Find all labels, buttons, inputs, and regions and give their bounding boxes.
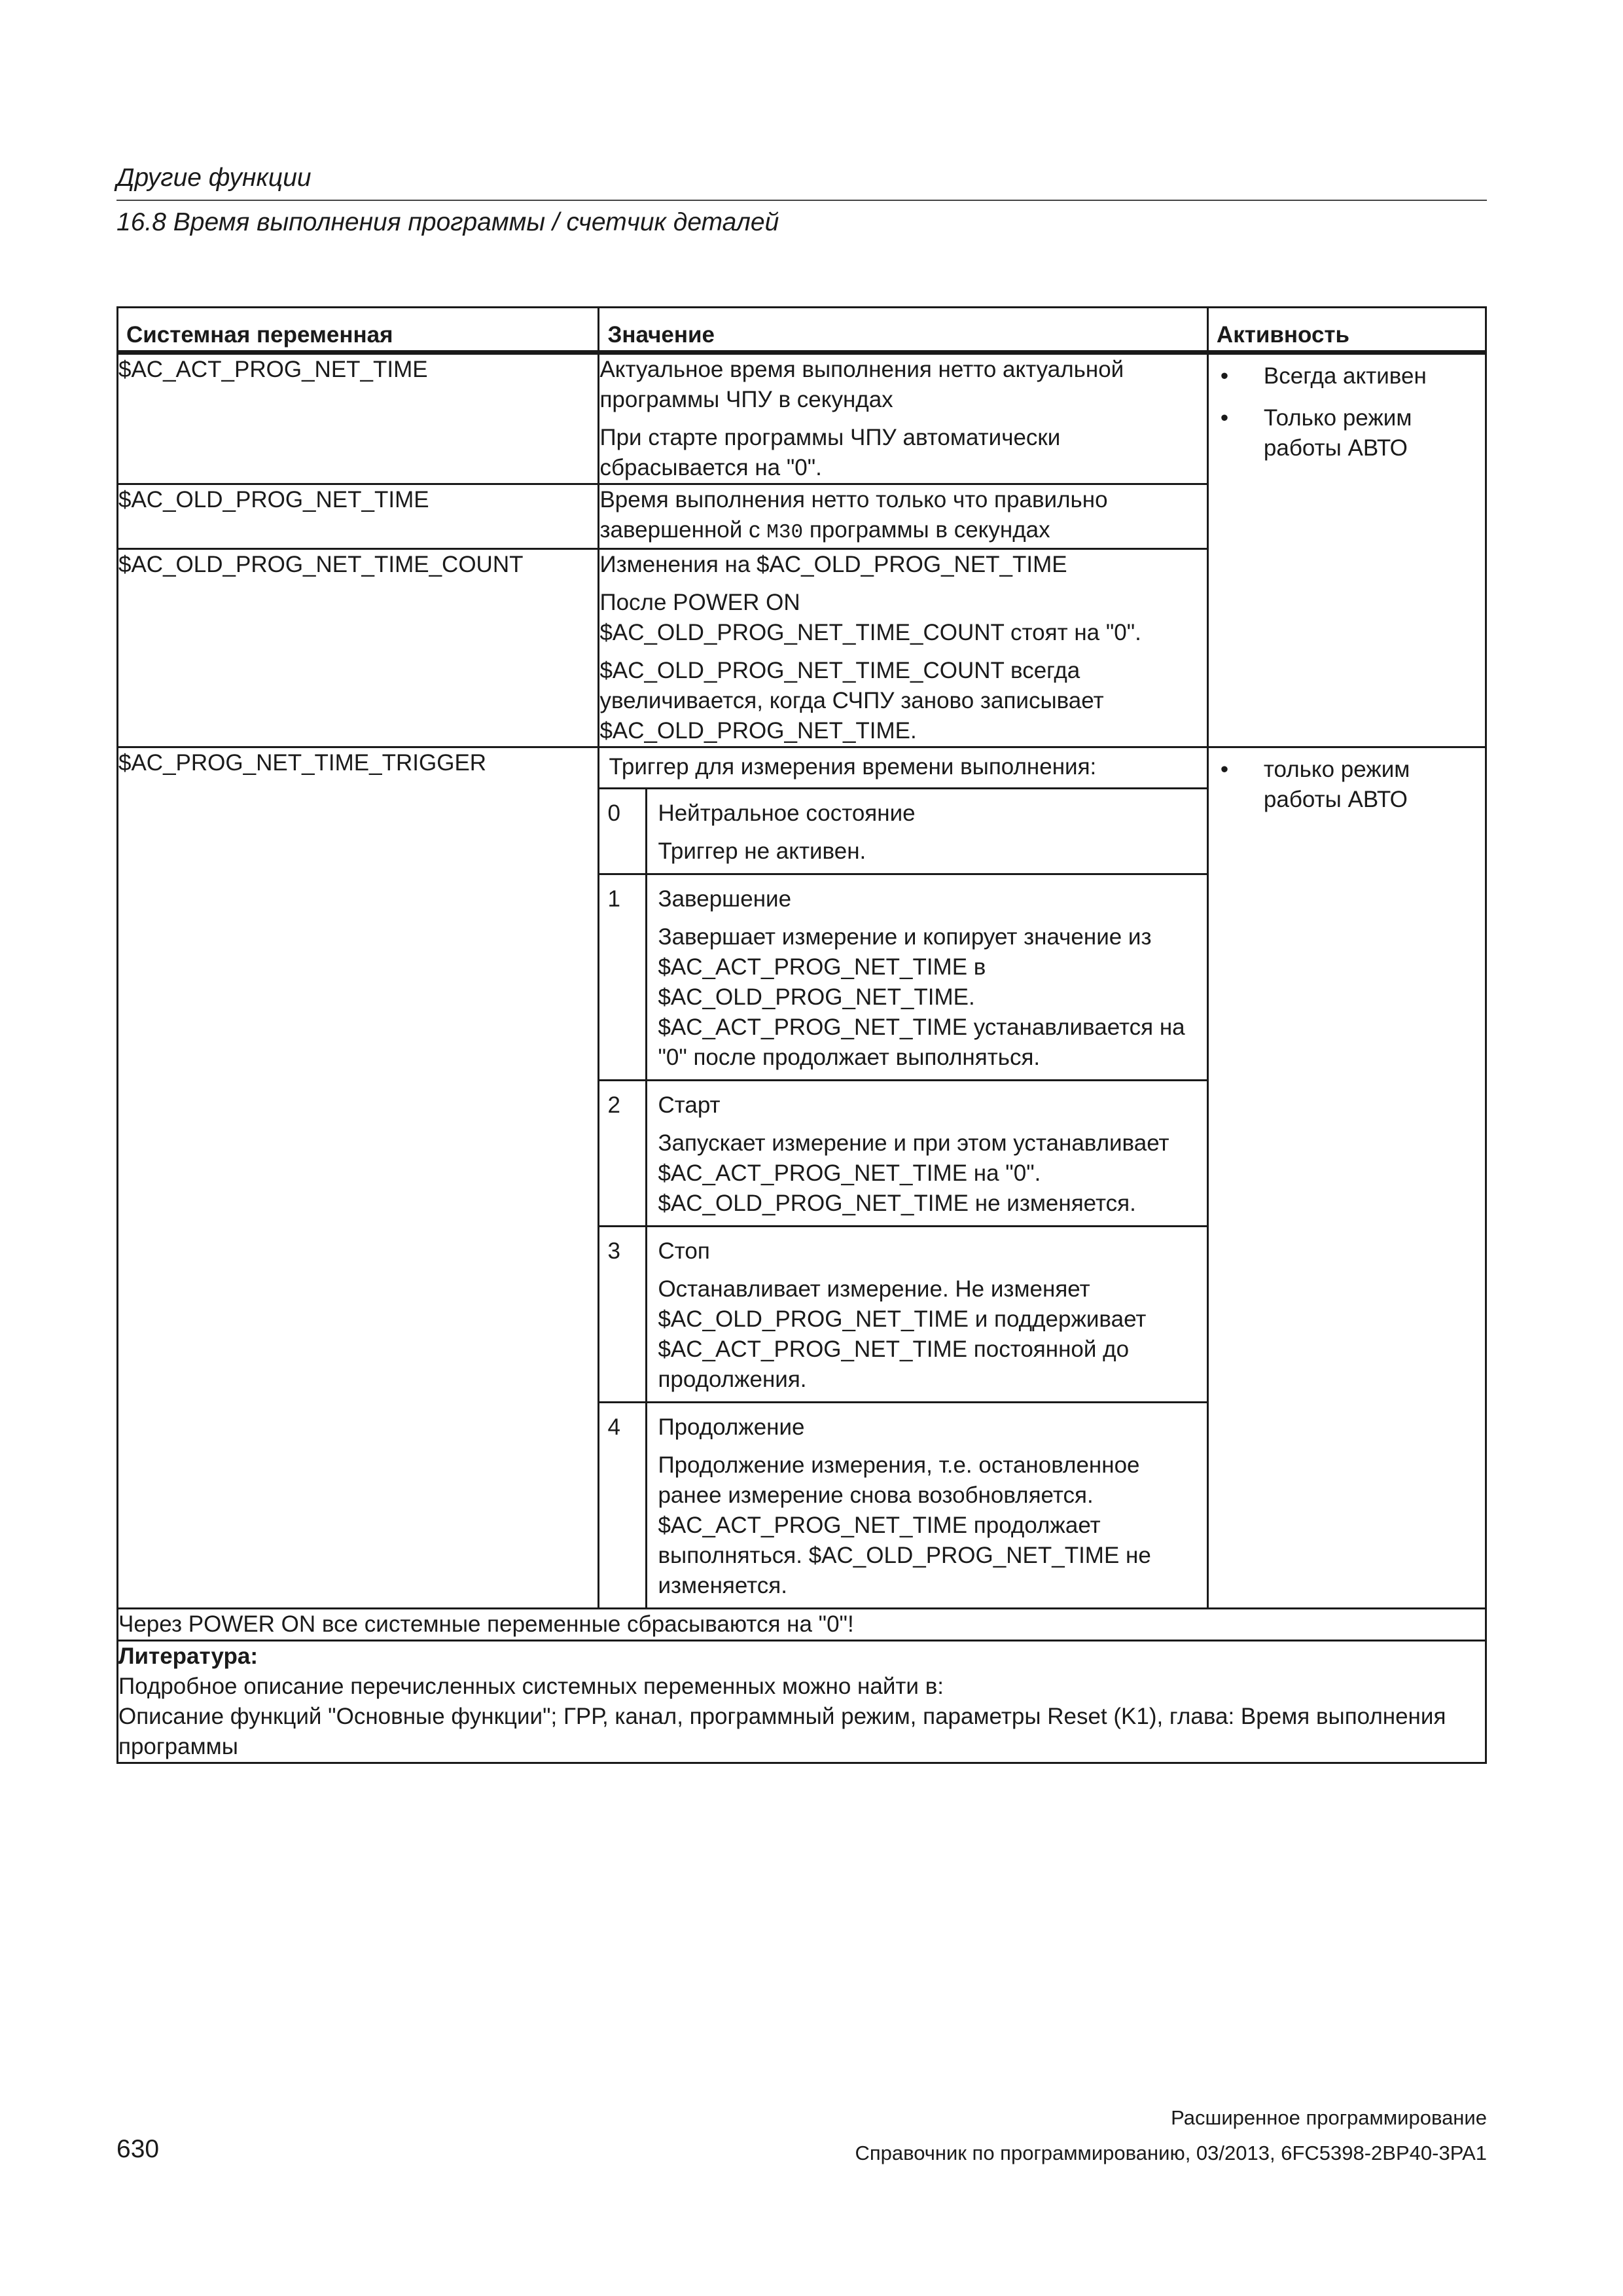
state-title: Продолжение — [658, 1414, 805, 1440]
chapter-title: Другие функции — [116, 164, 312, 192]
state-text: Продолжение измерения, т.е. остановленное ранее измерение снова возобновляется. $AC_ACT_PROG_NET_TIME продолжает выполняться. $AC_OLD_PROG_NET_TIME не изменяется. — [658, 1452, 1151, 1598]
activity-cell — [1207, 747, 1486, 1609]
value-text — [599, 485, 1206, 548]
activity-item: • Только режим работы АВТО — [1218, 403, 1476, 463]
state-description — [647, 1227, 1207, 1403]
trigger-state-row — [599, 1227, 1206, 1403]
state-number: 2 — [599, 1081, 647, 1227]
column-header-activity: Активность — [1207, 308, 1486, 353]
table-row — [118, 353, 1486, 484]
column-header-variable: Системная переменная — [118, 308, 599, 353]
state-description — [647, 789, 1207, 874]
variable-cell: $AC_OLD_PROG_NET_TIME_COUNT — [118, 549, 599, 747]
value-text-start: Время выполнения нетто только что правильно завершенной с — [599, 487, 1108, 543]
header-divider — [116, 200, 1487, 201]
activity-cell — [1207, 353, 1486, 747]
trigger-value-cell — [599, 747, 1207, 1609]
trigger-state-row — [599, 1081, 1206, 1227]
activity-item: • только режим работы АВТО — [1218, 755, 1476, 815]
state-number: 3 — [599, 1227, 647, 1403]
literature-text: Подробное описание перечисленных системных переменных можно найти в: — [118, 1674, 944, 1699]
page-number: 630 — [116, 2135, 160, 2163]
state-text: Завершает измерение и копирует значение из $AC_ACT_PROG_NET_TIME в $AC_OLD_PROG_NET_TIME. $AC_ACT_PROG_NET_TIME устанавливается на "0" после продолжает выполняться. — [658, 924, 1185, 1070]
trigger-state-row — [599, 789, 1206, 874]
table-row — [118, 747, 1486, 1609]
code-m30: M30 — [766, 521, 804, 544]
state-description — [647, 874, 1207, 1081]
state-title: Завершение — [658, 886, 792, 912]
state-text: Останавливает измерение. Не изменяет $AC_OLD_PROG_NET_TIME и поддерживает $AC_ACT_PROG_NET_TIME постоянной до продолжения. — [658, 1276, 1147, 1392]
power-on-note-row — [118, 1609, 1486, 1641]
column-header-value: Значение — [599, 308, 1207, 353]
literature-text: Описание функций "Основные функции"; ГРР, канал, программный режим, параметры Reset (K1), глава: Время выполнения программы — [118, 1704, 1446, 1759]
footer-reference: Справочник по программированию, 03/2013, 6FC5398-2BP40-3PA1 — [855, 2142, 1487, 2164]
value-cell — [599, 484, 1207, 549]
trigger-states-table — [599, 789, 1206, 1607]
state-description — [647, 1403, 1207, 1608]
literature-title: Литература: — [118, 1643, 259, 1669]
section-title: 16.8 Время выполнения программы / счетчик деталей — [116, 208, 779, 236]
literature-row — [118, 1641, 1486, 1763]
value-text-end: программы в секундах — [809, 517, 1050, 543]
footer-book-title: Расширенное программирование — [1171, 2106, 1487, 2129]
trigger-state-row — [599, 1403, 1206, 1608]
variable-cell: $AC_PROG_NET_TIME_TRIGGER — [118, 747, 599, 1609]
activity-list — [1209, 748, 1485, 815]
trigger-intro: Триггер для измерения времени выполнения: — [599, 748, 1206, 789]
value-text: Актуальное время выполнения нетто актуальной программы ЧПУ в секундах — [599, 357, 1124, 412]
trigger-state-row — [599, 874, 1206, 1081]
power-on-note: Через POWER ON все системные переменные сбрасываются на "0"! — [118, 1609, 1486, 1641]
system-variables-table — [116, 306, 1487, 1764]
state-description — [647, 1081, 1207, 1227]
value-text: После POWER ON $AC_OLD_PROG_NET_TIME_COUNT стоят на "0". — [599, 590, 1141, 645]
state-number: 0 — [599, 789, 647, 874]
value-text: Изменения на $AC_OLD_PROG_NET_TIME — [599, 552, 1067, 577]
state-text: Триггер не активен. — [658, 838, 866, 864]
state-title: Нейтральное состояние — [658, 800, 916, 826]
value-cell — [599, 549, 1207, 747]
state-title: Стоп — [658, 1238, 710, 1264]
state-number: 4 — [599, 1403, 647, 1608]
variable-cell: $AC_OLD_PROG_NET_TIME — [118, 484, 599, 549]
value-cell — [599, 353, 1207, 484]
activity-list — [1209, 355, 1485, 463]
activity-item: • Всегда активен — [1218, 361, 1476, 391]
value-text: $AC_OLD_PROG_NET_TIME_COUNT всегда увеличивается, когда СЧПУ заново записывает $AC_OLD_PROG_NET_TIME. — [599, 658, 1104, 744]
literature-cell — [118, 1641, 1486, 1763]
state-text: Запускает измерение и при этом устанавливает $AC_ACT_PROG_NET_TIME на "0". $AC_OLD_PROG_NET_TIME не изменяется. — [658, 1130, 1169, 1216]
value-text: При старте программы ЧПУ автоматически сбрасывается на "0". — [599, 425, 1061, 480]
state-title: Старт — [658, 1092, 721, 1118]
variable-cell: $AC_ACT_PROG_NET_TIME — [118, 353, 599, 484]
table-header-row — [118, 308, 1486, 353]
state-number: 1 — [599, 874, 647, 1081]
